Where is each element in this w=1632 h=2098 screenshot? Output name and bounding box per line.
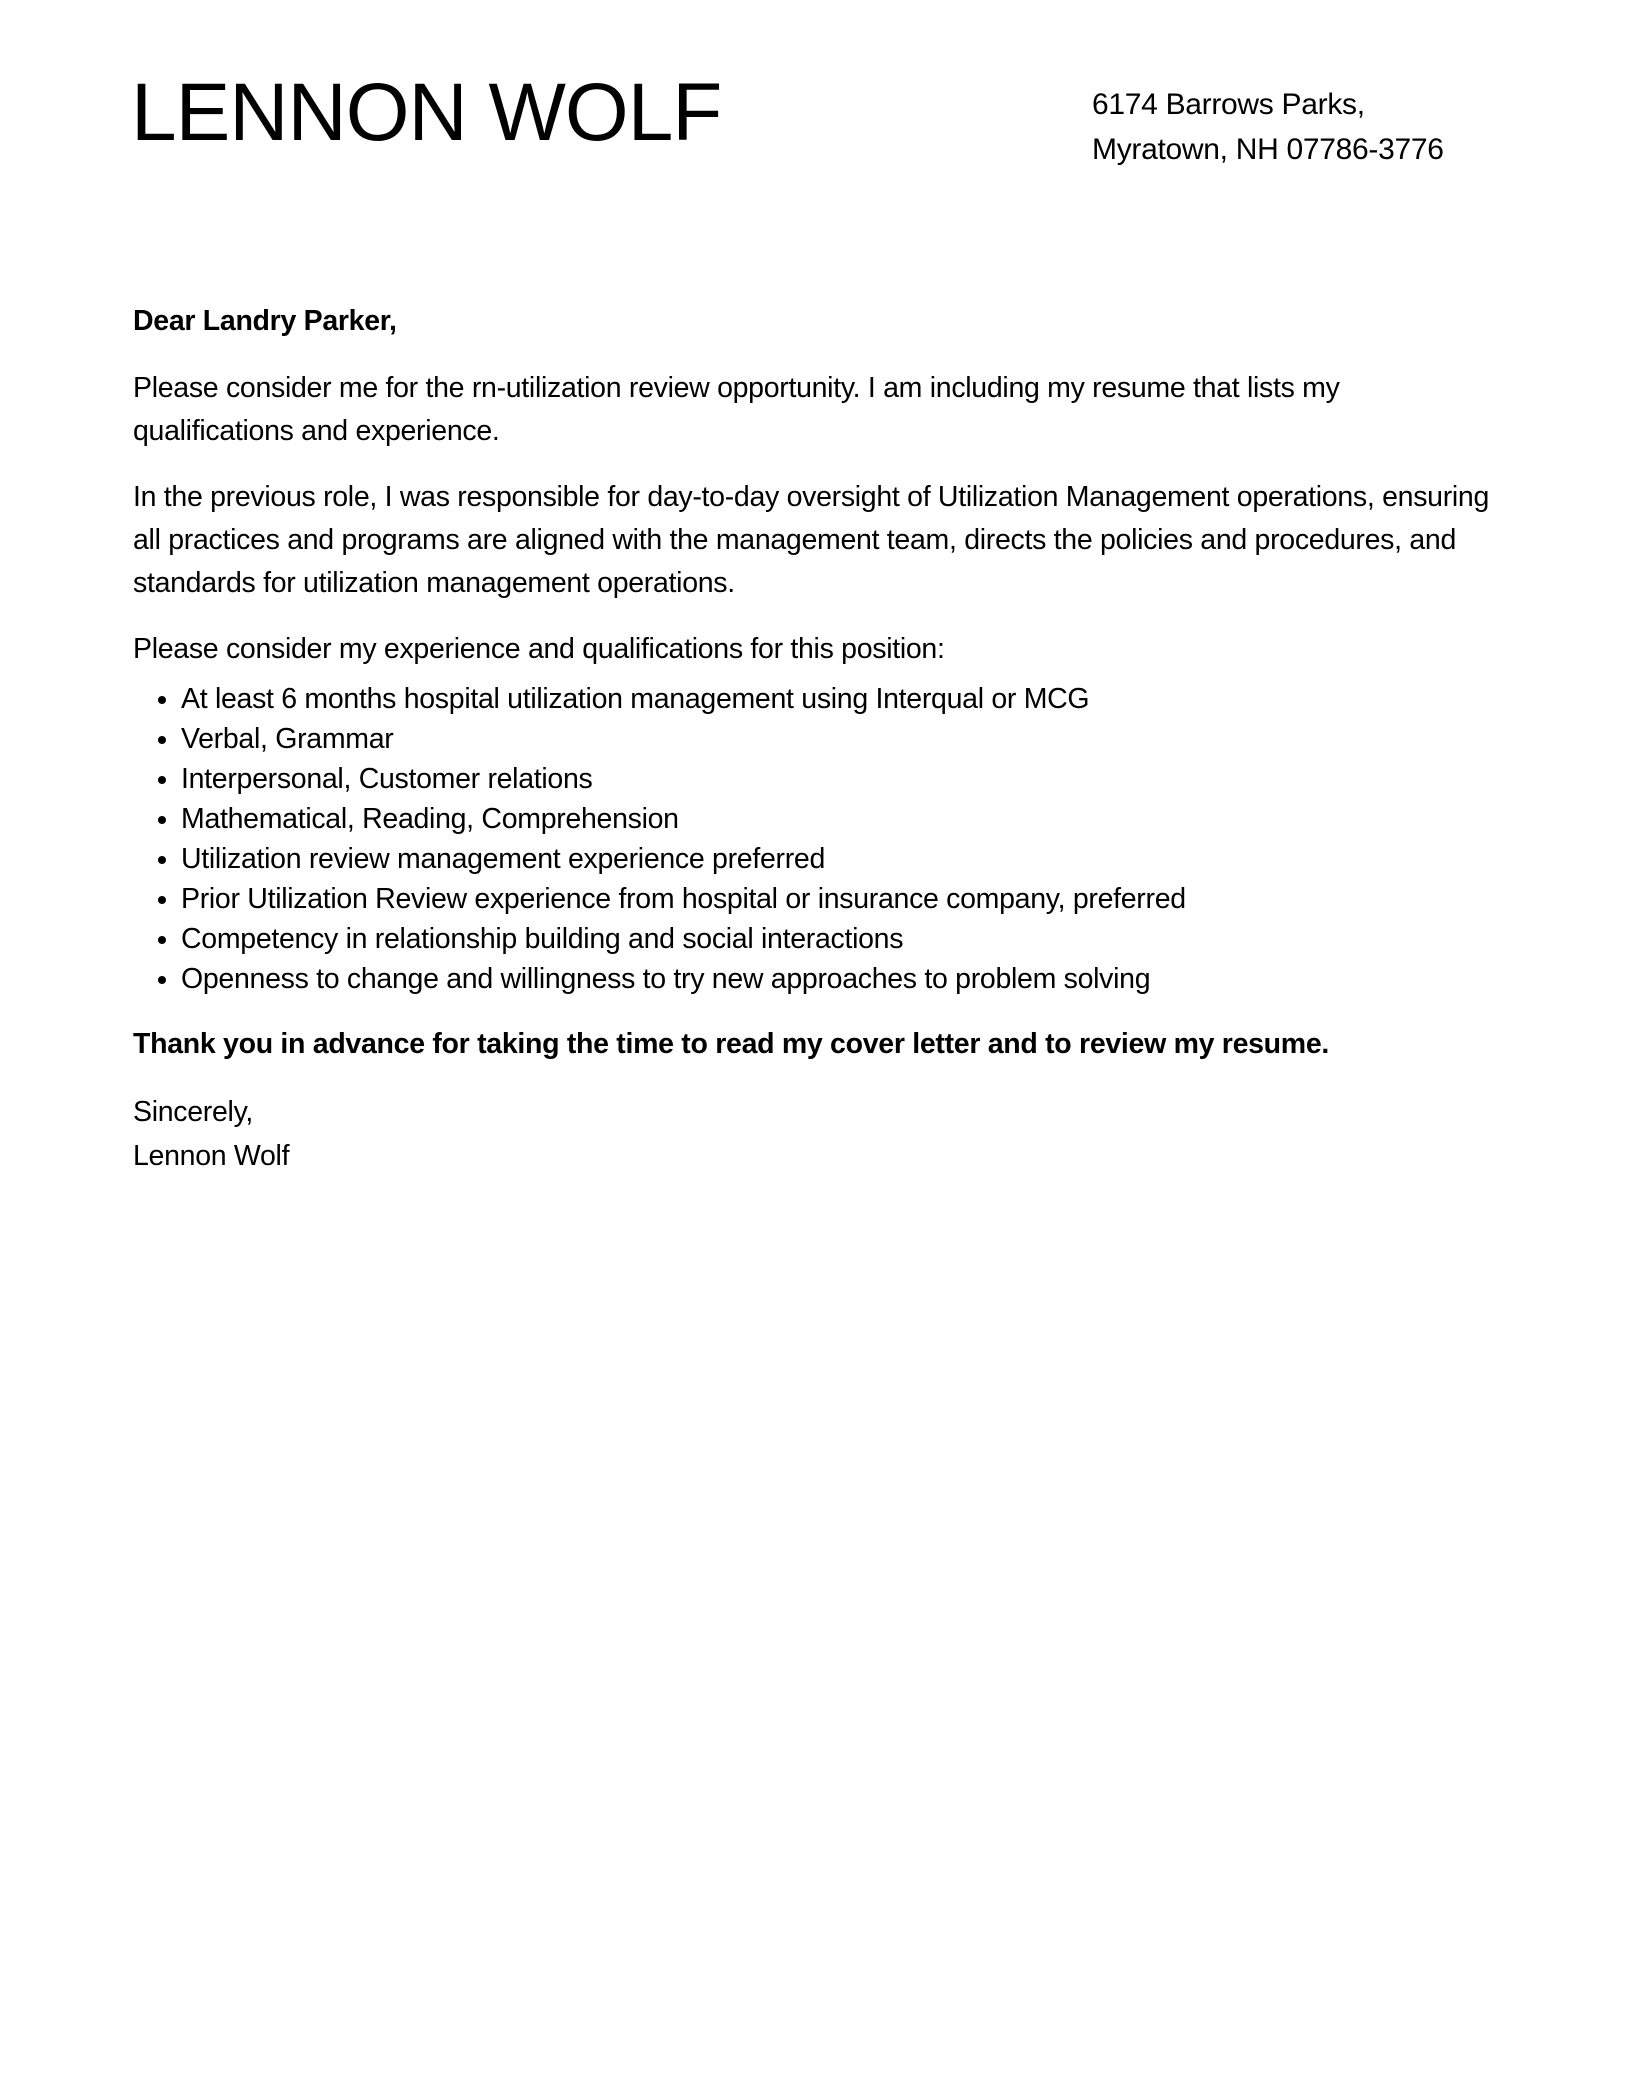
paragraph-qualifications-intro: Please consider my experience and qualifications for this position: (133, 633, 945, 665)
list-item: • Mathematical, Reading, Comprehension (181, 799, 1503, 839)
list-item: • Utilization review management experience preferred (181, 839, 1503, 879)
closing: Sincerely, (133, 1096, 254, 1128)
paragraph-experience: In the previous role, I was responsible for day-to-day oversight of Utilization Management operations, ensuring all practices and programs are aligned with the management team, directs the policies and procedures, and standards for utilization management operations. (133, 481, 1490, 599)
signature: Lennon Wolf (133, 1140, 290, 1172)
thank-you-line: Thank you in advance for taking the time to read my cover letter and to review my resume. (133, 1028, 1330, 1060)
address-line-2: Myratown, NH 07786-3776 (1092, 133, 1444, 166)
applicant-name: LENNON WOLF (131, 67, 722, 158)
list-item: • Verbal, Grammar (181, 719, 1503, 759)
list-item: • Interpersonal, Customer relations (181, 759, 1503, 799)
list-item: • Competency in relationship building and social interactions (181, 919, 1503, 959)
letter-body (133, 300, 1503, 1178)
address-line-1: 6174 Barrows Parks, (1092, 88, 1365, 121)
greeting: Dear Landry Parker, (133, 305, 397, 337)
closing-block (133, 1090, 1503, 1178)
paragraph-intro: Please consider me for the rn-utilization review opportunity. I am including my resume that lists my qualifications and experience. (133, 372, 1340, 447)
list-item: • At least 6 months hospital utilization management using Interqual or MCG (181, 679, 1503, 719)
list-item: • Openness to change and willingness to try new approaches to problem solving (181, 959, 1503, 999)
qualifications-list (133, 679, 1503, 999)
list-item: • Prior Utilization Review experience from hospital or insurance company, preferred (181, 879, 1503, 919)
address-block (1092, 82, 1444, 172)
